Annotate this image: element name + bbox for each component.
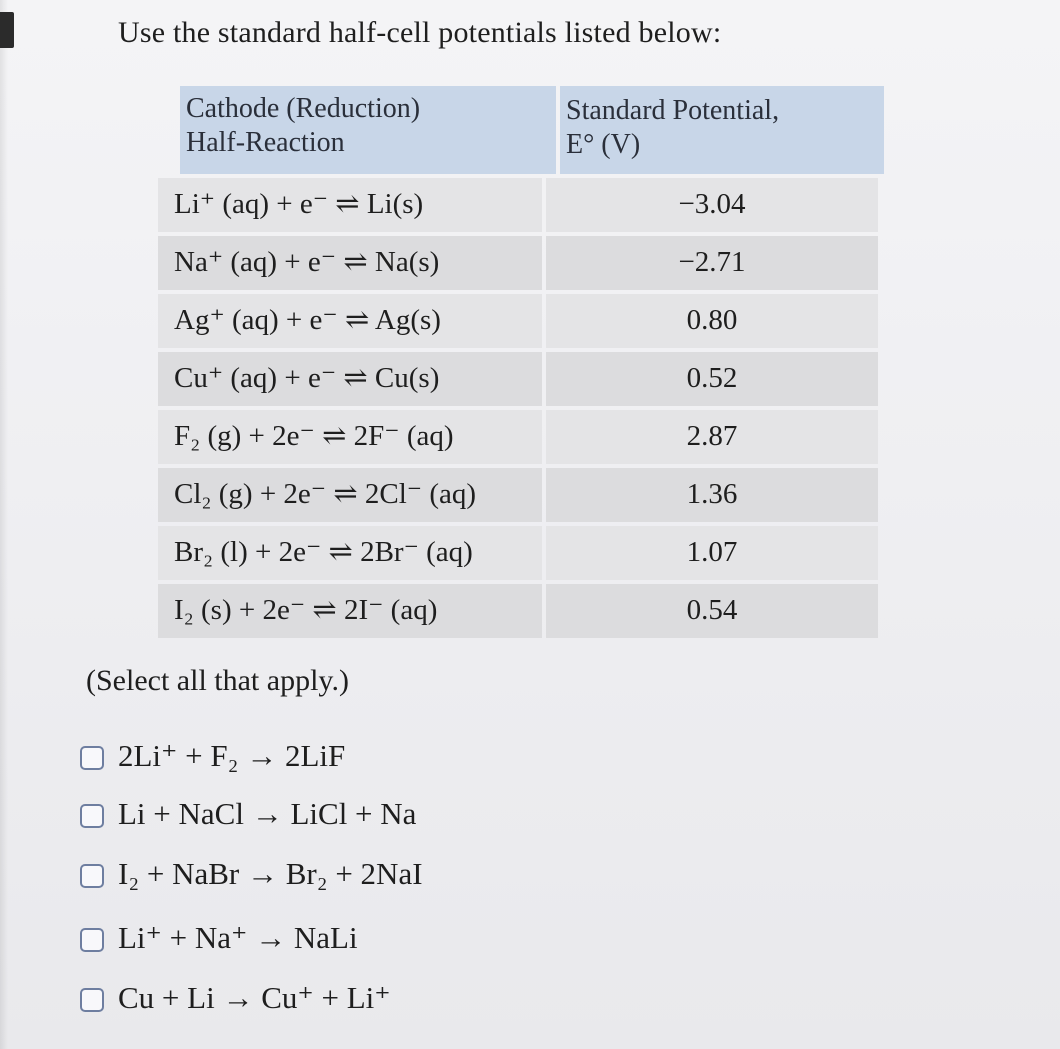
header-reaction-cell [180,86,556,174]
checkbox[interactable] [80,804,104,828]
half-reaction: Br₂ (l) + 2e⁻ ⇌ 2Br⁻ (aq) [174,536,473,568]
half-reaction: Cu⁺ (aq) + e⁻ ⇌ Cu(s) [174,362,440,394]
standard-potential: 2.87 [686,420,738,452]
checkbox[interactable] [80,746,104,770]
header-potential-cell [560,86,884,174]
answer-option-label[interactable]: Cu + Li → Cu⁺ + Li⁺ [118,980,391,1015]
standard-potential: 1.36 [686,478,738,510]
standard-potential: 0.80 [686,304,738,336]
checkbox[interactable] [80,988,104,1012]
half-reaction: Cl₂ (g) + 2e⁻ ⇌ 2Cl⁻ (aq) [174,478,477,510]
half-reaction: Na⁺ (aq) + e⁻ ⇌ Na(s) [174,246,440,278]
standard-potential: −2.71 [678,246,746,278]
header-reaction-line-1: Cathode (Reduction) [186,93,421,124]
header-potential-line-2: E° (V) [566,129,641,160]
table-row [158,352,878,408]
header-potential-line-1: Standard Potential, [566,95,780,126]
table-row [158,526,878,582]
half-reaction: Ag⁺ (aq) + e⁻ ⇌ Ag(s) [174,304,441,336]
table-row [158,294,878,350]
checkbox[interactable] [80,928,104,952]
checkbox[interactable] [80,864,104,888]
answer-option-label[interactable]: Li + NaCl → LiCl + Na [118,796,417,831]
answer-option-label[interactable]: 2Li⁺ + F₂ → 2LiF [118,738,346,773]
table-row [158,584,878,640]
table-row [158,468,878,524]
select-all-instruction: (Select all that apply.) [86,664,349,697]
table-row [158,178,878,234]
window-edge-tab [0,12,14,48]
question-intro: Use the standard half-cell potentials listed below: [118,16,722,49]
standard-potential: 1.07 [686,536,738,568]
standard-potential: −3.04 [678,188,746,220]
header-reaction-line-2: Half-Reaction [186,127,345,158]
answer-option-label[interactable]: Li⁺ + Na⁺ → NaLi [118,920,358,955]
table-row [158,236,878,292]
standard-potential: 0.54 [686,594,738,626]
half-reaction: I₂ (s) + 2e⁻ ⇌ 2I⁻ (aq) [174,594,438,626]
half-reaction: Li⁺ (aq) + e⁻ ⇌ Li(s) [174,188,424,220]
page-edge-shadow [0,0,8,1049]
half-reaction: F₂ (g) + 2e⁻ ⇌ 2F⁻ (aq) [174,420,454,452]
standard-potential: 0.52 [686,362,738,394]
answer-option-label[interactable]: I₂ + NaBr → Br₂ + 2NaI [118,856,423,891]
table-row [158,410,878,466]
